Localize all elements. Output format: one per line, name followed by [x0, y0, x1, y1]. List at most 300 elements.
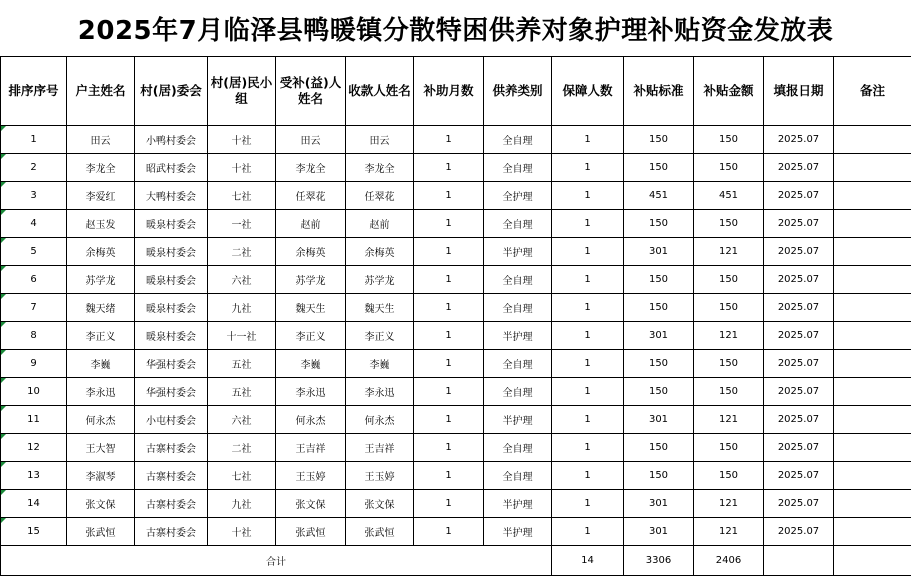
- table-cell[interactable]: [694, 406, 764, 434]
- table-cell[interactable]: [208, 210, 276, 238]
- table-cell[interactable]: [276, 406, 346, 434]
- table-cell[interactable]: [414, 182, 484, 210]
- cell-value: 李巍: [300, 360, 321, 371]
- total-standard-cell[interactable]: [624, 546, 694, 576]
- table-cell[interactable]: [834, 210, 911, 238]
- cell-value: 李巍: [369, 360, 390, 371]
- table-cell[interactable]: [694, 378, 764, 406]
- table-cell[interactable]: [834, 266, 911, 294]
- table-row: [1, 490, 911, 518]
- cell-value: 余梅英: [85, 248, 116, 259]
- table-cell[interactable]: [276, 350, 346, 378]
- table-cell[interactable]: [624, 126, 694, 154]
- table-cell[interactable]: [1, 518, 67, 546]
- sheet-edge: [0, 579, 911, 585]
- table-cell[interactable]: [484, 350, 552, 378]
- table-cell[interactable]: [414, 238, 484, 266]
- cell-value: 150: [648, 218, 669, 229]
- table-cell[interactable]: [346, 126, 414, 154]
- table-cell[interactable]: [67, 350, 135, 378]
- cell-value: 十社: [231, 528, 252, 539]
- column-header[interactable]: [694, 57, 764, 126]
- column-header[interactable]: [346, 57, 414, 126]
- table-cell[interactable]: [484, 462, 552, 490]
- table-cell[interactable]: [552, 126, 624, 154]
- table-cell[interactable]: [624, 238, 694, 266]
- table-cell[interactable]: [135, 518, 208, 546]
- table-cell[interactable]: [414, 462, 484, 490]
- table-cell[interactable]: [346, 462, 414, 490]
- table-cell[interactable]: [694, 294, 764, 322]
- table-cell[interactable]: [484, 182, 552, 210]
- table-cell[interactable]: [276, 238, 346, 266]
- table-cell[interactable]: [414, 434, 484, 462]
- table-cell[interactable]: [346, 350, 414, 378]
- table-cell[interactable]: [67, 266, 135, 294]
- table-cell[interactable]: [346, 378, 414, 406]
- table-cell[interactable]: [135, 182, 208, 210]
- table-cell[interactable]: [484, 294, 552, 322]
- cell-marker-icon: [1, 294, 6, 299]
- table-cell[interactable]: [135, 490, 208, 518]
- table-cell[interactable]: [484, 406, 552, 434]
- table-cell[interactable]: [694, 210, 764, 238]
- cell-value: 9: [30, 358, 37, 369]
- table-cell[interactable]: [67, 378, 135, 406]
- cell-value: 1: [584, 498, 591, 509]
- table-cell[interactable]: [834, 154, 911, 182]
- table-cell[interactable]: [276, 126, 346, 154]
- cell-value: 王玉婷: [364, 472, 395, 483]
- table-cell[interactable]: [208, 462, 276, 490]
- cell-value: 暖泉村委会: [146, 304, 196, 315]
- table-cell[interactable]: [484, 518, 552, 546]
- table-cell[interactable]: [135, 238, 208, 266]
- table-cell[interactable]: [834, 182, 911, 210]
- table-cell[interactable]: [764, 518, 834, 546]
- table-cell[interactable]: [484, 378, 552, 406]
- cell-value: 半护理: [502, 332, 533, 343]
- table-cell[interactable]: [624, 182, 694, 210]
- table-cell[interactable]: [694, 322, 764, 350]
- table-cell[interactable]: [764, 434, 834, 462]
- table-cell[interactable]: [346, 294, 414, 322]
- cell-value: 九社: [231, 500, 252, 511]
- table-cell[interactable]: [1, 462, 67, 490]
- table-cell[interactable]: [135, 210, 208, 238]
- table-cell[interactable]: [346, 490, 414, 518]
- cell-value: 张武恒: [295, 528, 326, 539]
- table-cell[interactable]: [346, 154, 414, 182]
- table-cell[interactable]: [552, 154, 624, 182]
- table-cell[interactable]: [694, 154, 764, 182]
- table-cell[interactable]: [276, 266, 346, 294]
- table-cell[interactable]: [135, 462, 208, 490]
- table-cell[interactable]: [67, 518, 135, 546]
- column-header-label: 补助月数: [423, 83, 474, 98]
- table-cell[interactable]: [276, 182, 346, 210]
- table-cell[interactable]: [208, 322, 276, 350]
- cell-value: 1: [584, 358, 591, 369]
- table-cell[interactable]: [552, 210, 624, 238]
- table-cell[interactable]: [414, 490, 484, 518]
- cell-value: 小屯村委会: [146, 416, 196, 427]
- column-header[interactable]: [552, 57, 624, 126]
- table-cell[interactable]: [552, 182, 624, 210]
- table-cell[interactable]: [552, 434, 624, 462]
- cell-value: 苏学龙: [364, 276, 395, 287]
- table-cell[interactable]: [414, 518, 484, 546]
- cell-value: 1: [445, 526, 452, 537]
- table-cell[interactable]: [484, 322, 552, 350]
- cell-value: 昭武村委会: [146, 164, 196, 175]
- table-cell[interactable]: [624, 518, 694, 546]
- table-cell[interactable]: [414, 154, 484, 182]
- table-cell[interactable]: [414, 294, 484, 322]
- table-cell[interactable]: [764, 126, 834, 154]
- table-cell[interactable]: [276, 378, 346, 406]
- table-cell[interactable]: [67, 462, 135, 490]
- cell-value: 李正义: [295, 332, 326, 343]
- column-header-label: 供养类别: [492, 83, 543, 98]
- table-cell[interactable]: [694, 266, 764, 294]
- cell-value: 2025.07: [777, 498, 820, 509]
- table-cell[interactable]: [834, 350, 911, 378]
- table-cell[interactable]: [346, 518, 414, 546]
- table-cell[interactable]: [694, 126, 764, 154]
- total-count-cell[interactable]: [552, 546, 624, 576]
- table-cell[interactable]: [624, 266, 694, 294]
- table-cell[interactable]: [552, 518, 624, 546]
- table-cell[interactable]: [276, 490, 346, 518]
- cell-value: 1: [445, 414, 452, 425]
- table-cell[interactable]: [834, 294, 911, 322]
- table-cell[interactable]: [764, 322, 834, 350]
- cell-value: 六社: [231, 276, 252, 287]
- table-cell[interactable]: [346, 210, 414, 238]
- table-cell[interactable]: [1, 490, 67, 518]
- cell-value: 全自理: [502, 472, 533, 483]
- table-cell[interactable]: [67, 406, 135, 434]
- table-cell[interactable]: [67, 154, 135, 182]
- table-cell[interactable]: [834, 462, 911, 490]
- table-cell[interactable]: [694, 518, 764, 546]
- table-cell[interactable]: [346, 266, 414, 294]
- table-cell[interactable]: [484, 266, 552, 294]
- table-cell[interactable]: [67, 490, 135, 518]
- table-cell[interactable]: [208, 238, 276, 266]
- cell-value: 1: [584, 330, 591, 341]
- table-cell[interactable]: [276, 154, 346, 182]
- table-cell[interactable]: [414, 378, 484, 406]
- table-cell[interactable]: [624, 378, 694, 406]
- table-cell[interactable]: [276, 462, 346, 490]
- table-cell[interactable]: [208, 154, 276, 182]
- table-cell[interactable]: [208, 406, 276, 434]
- table-cell[interactable]: [694, 490, 764, 518]
- table-cell[interactable]: [67, 210, 135, 238]
- table-cell[interactable]: [414, 406, 484, 434]
- table-cell[interactable]: [694, 238, 764, 266]
- cell-value: 李永迅: [85, 388, 116, 399]
- cell-value: 7: [30, 302, 37, 313]
- table-cell[interactable]: [276, 518, 346, 546]
- total-note-cell[interactable]: [834, 546, 911, 576]
- table-cell[interactable]: [135, 350, 208, 378]
- cell-value: 暖泉村委会: [146, 248, 196, 259]
- table-cell[interactable]: [764, 266, 834, 294]
- table-cell[interactable]: [834, 406, 911, 434]
- table-cell[interactable]: [624, 294, 694, 322]
- table-cell[interactable]: [1, 434, 67, 462]
- table-cell[interactable]: [414, 210, 484, 238]
- table-cell[interactable]: [346, 322, 414, 350]
- table-cell[interactable]: [208, 294, 276, 322]
- column-header[interactable]: [484, 57, 552, 126]
- table-cell[interactable]: [484, 490, 552, 518]
- cell-value: 五社: [231, 360, 252, 371]
- table-cell[interactable]: [1, 406, 67, 434]
- table-cell[interactable]: [135, 378, 208, 406]
- cell-value: 暖泉村委会: [146, 276, 196, 287]
- cell-value: 赵前: [369, 220, 390, 231]
- table-cell[interactable]: [67, 182, 135, 210]
- cell-value: 14: [27, 498, 40, 509]
- table-cell[interactable]: [208, 434, 276, 462]
- cell-value: 五社: [231, 388, 252, 399]
- cell-value: 十社: [231, 164, 252, 175]
- table-cell[interactable]: [834, 238, 911, 266]
- table-cell[interactable]: [694, 434, 764, 462]
- table-cell[interactable]: [624, 406, 694, 434]
- cell-value: 150: [648, 302, 669, 313]
- table-cell[interactable]: [1, 210, 67, 238]
- table-cell[interactable]: [764, 210, 834, 238]
- cell-value: 121: [718, 414, 739, 425]
- cell-value: 李巍: [90, 360, 111, 371]
- table-cell[interactable]: [208, 126, 276, 154]
- column-header[interactable]: [276, 57, 346, 126]
- table-cell[interactable]: [624, 322, 694, 350]
- table-cell[interactable]: [764, 462, 834, 490]
- cell-value: 301: [648, 330, 669, 341]
- table-cell[interactable]: [764, 378, 834, 406]
- table-cell[interactable]: [764, 238, 834, 266]
- table-cell[interactable]: [552, 378, 624, 406]
- table-cell[interactable]: [67, 238, 135, 266]
- table-cell[interactable]: [834, 322, 911, 350]
- table-cell[interactable]: [67, 322, 135, 350]
- table-cell[interactable]: [694, 462, 764, 490]
- total-amount-cell-value: 2406: [715, 555, 742, 566]
- column-header-label: 排序序号: [8, 83, 59, 98]
- table-cell[interactable]: [624, 490, 694, 518]
- table-cell[interactable]: [764, 350, 834, 378]
- table-cell[interactable]: [764, 294, 834, 322]
- cell-value: 一社: [231, 220, 252, 231]
- column-header[interactable]: [1, 57, 67, 126]
- cell-value: 全自理: [502, 444, 533, 455]
- table-cell[interactable]: [346, 182, 414, 210]
- table-cell[interactable]: [552, 406, 624, 434]
- header-row: [1, 57, 911, 126]
- table-cell[interactable]: [208, 518, 276, 546]
- column-header[interactable]: [834, 57, 911, 126]
- table-cell[interactable]: [624, 210, 694, 238]
- column-header[interactable]: [208, 57, 276, 126]
- cell-value: 10: [27, 386, 40, 397]
- table-cell[interactable]: [1, 294, 67, 322]
- table-cell[interactable]: [208, 490, 276, 518]
- cell-value: 150: [648, 386, 669, 397]
- table-cell[interactable]: [135, 406, 208, 434]
- table-cell[interactable]: [552, 490, 624, 518]
- cell-marker-icon: [1, 378, 6, 383]
- table-cell[interactable]: [624, 154, 694, 182]
- table-cell[interactable]: [834, 378, 911, 406]
- table-cell[interactable]: [694, 350, 764, 378]
- cell-value: 半护理: [502, 248, 533, 259]
- cell-value: 1: [584, 274, 591, 285]
- table-cell[interactable]: [414, 322, 484, 350]
- table-cell[interactable]: [346, 434, 414, 462]
- table-cell[interactable]: [484, 238, 552, 266]
- cell-value: 田云: [369, 136, 390, 147]
- cell-value: 余梅英: [364, 248, 395, 259]
- cell-value: 李淑琴: [85, 472, 116, 483]
- cell-value: 2025.07: [777, 442, 820, 453]
- cell-value: 半护理: [502, 416, 533, 427]
- cell-value: 全自理: [502, 276, 533, 287]
- column-header[interactable]: [624, 57, 694, 126]
- table-cell[interactable]: [414, 126, 484, 154]
- cell-value: 8: [30, 330, 37, 341]
- column-header[interactable]: [135, 57, 208, 126]
- table-cell[interactable]: [1, 322, 67, 350]
- table-cell[interactable]: [346, 406, 414, 434]
- table-cell[interactable]: [764, 490, 834, 518]
- table-row: [1, 378, 911, 406]
- table-cell[interactable]: [694, 182, 764, 210]
- cell-value: 301: [648, 498, 669, 509]
- table-cell[interactable]: [1, 238, 67, 266]
- cell-value: 张武恒: [364, 528, 395, 539]
- table-cell[interactable]: [414, 350, 484, 378]
- table-cell[interactable]: [764, 406, 834, 434]
- cell-value: 全护理: [502, 192, 533, 203]
- table-cell[interactable]: [135, 434, 208, 462]
- cell-value: 七社: [231, 472, 252, 483]
- table-cell[interactable]: [276, 294, 346, 322]
- table-cell[interactable]: [484, 126, 552, 154]
- column-header-label: 补贴金额: [703, 83, 754, 98]
- table-cell[interactable]: [834, 434, 911, 462]
- total-row: [1, 546, 911, 576]
- table-cell[interactable]: [624, 434, 694, 462]
- column-header[interactable]: [67, 57, 135, 126]
- cell-marker-icon: [1, 210, 6, 215]
- cell-value: 任翠花: [364, 192, 395, 203]
- table-cell[interactable]: [135, 266, 208, 294]
- total-label-cell[interactable]: [1, 546, 552, 576]
- cell-marker-icon: [1, 322, 6, 327]
- table-cell[interactable]: [552, 350, 624, 378]
- cell-value: 李正义: [364, 332, 395, 343]
- table-cell[interactable]: [552, 238, 624, 266]
- table-cell[interactable]: [208, 266, 276, 294]
- table-cell[interactable]: [67, 294, 135, 322]
- cell-value: 2025.07: [777, 218, 820, 229]
- table-cell[interactable]: [834, 490, 911, 518]
- cell-value: 全自理: [502, 304, 533, 315]
- table-cell[interactable]: [208, 182, 276, 210]
- column-header[interactable]: [414, 57, 484, 126]
- table-cell[interactable]: [67, 126, 135, 154]
- table-cell[interactable]: [552, 294, 624, 322]
- table-cell[interactable]: [624, 462, 694, 490]
- cell-value: 苏学龙: [295, 276, 326, 287]
- table-cell[interactable]: [1, 378, 67, 406]
- table-cell[interactable]: [834, 126, 911, 154]
- cell-value: 魏天生: [364, 304, 395, 315]
- table-cell[interactable]: [208, 378, 276, 406]
- cell-value: 5: [30, 246, 37, 257]
- table-cell[interactable]: [276, 322, 346, 350]
- total-date-cell[interactable]: [764, 546, 834, 576]
- table-cell[interactable]: [1, 350, 67, 378]
- table-cell[interactable]: [135, 322, 208, 350]
- column-header[interactable]: [764, 57, 834, 126]
- table-cell[interactable]: [346, 238, 414, 266]
- cell-value: 13: [27, 470, 40, 481]
- column-header-label: 保障人数: [562, 83, 613, 98]
- table-cell[interactable]: [135, 154, 208, 182]
- cell-value: 2025.07: [777, 526, 820, 537]
- column-header-label: 备注: [859, 83, 885, 98]
- table-cell[interactable]: [1, 154, 67, 182]
- table-row: [1, 238, 911, 266]
- table-cell[interactable]: [764, 154, 834, 182]
- cell-value: 451: [648, 190, 669, 201]
- table-cell[interactable]: [67, 434, 135, 462]
- cell-marker-icon: [1, 266, 6, 271]
- table-cell[interactable]: [1, 266, 67, 294]
- cell-value: 2025.07: [777, 190, 820, 201]
- table-cell[interactable]: [135, 294, 208, 322]
- cell-value: 全自理: [502, 388, 533, 399]
- table-cell[interactable]: [552, 462, 624, 490]
- table-cell[interactable]: [484, 434, 552, 462]
- cell-value: 1: [445, 386, 452, 397]
- table-cell[interactable]: [414, 266, 484, 294]
- table-cell[interactable]: [1, 182, 67, 210]
- cell-value: 1: [584, 470, 591, 481]
- table-cell[interactable]: [276, 210, 346, 238]
- table-cell[interactable]: [135, 126, 208, 154]
- table-cell[interactable]: [208, 350, 276, 378]
- table-cell[interactable]: [624, 350, 694, 378]
- table-cell[interactable]: [1, 126, 67, 154]
- table-cell[interactable]: [552, 266, 624, 294]
- total-amount-cell[interactable]: [694, 546, 764, 576]
- table-cell[interactable]: [552, 322, 624, 350]
- table-cell[interactable]: [764, 182, 834, 210]
- cell-value: 150: [648, 274, 669, 285]
- table-cell[interactable]: [484, 154, 552, 182]
- table-cell[interactable]: [484, 210, 552, 238]
- table-cell[interactable]: [834, 518, 911, 546]
- table-cell[interactable]: [276, 434, 346, 462]
